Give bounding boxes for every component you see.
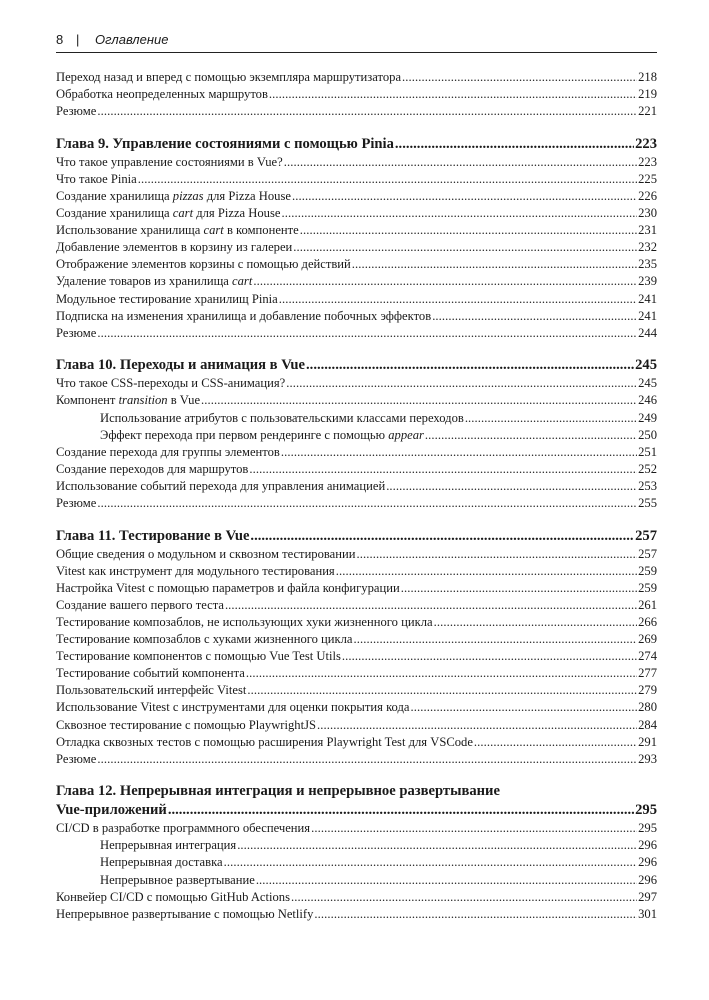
dot-leader: [317, 717, 637, 734]
toc-entry[interactable]: [56, 495, 657, 512]
dot-leader: [425, 427, 637, 444]
toc-entry[interactable]: [56, 375, 657, 392]
entry-title: Добавление элементов в корзину из галереи: [56, 240, 293, 255]
section-gap: [56, 342, 657, 357]
chapter-heading[interactable]: [56, 801, 657, 820]
entry-title: Непрерывная интеграция: [100, 838, 237, 853]
entry-title: Подписка на изменения хранилища и добавление побочных эффектов: [56, 308, 432, 323]
toc-entry[interactable]: [56, 222, 657, 239]
dot-leader: [291, 889, 637, 906]
entry-page-number: 226: [638, 188, 657, 203]
toc-entry[interactable]: [56, 273, 657, 290]
dot-leader: [256, 872, 637, 889]
entry-title-text: для Pizza House: [203, 188, 291, 203]
toc-entry[interactable]: [56, 580, 657, 597]
toc-entry[interactable]: [56, 444, 657, 461]
entry-title-text: Создание хранилища: [56, 206, 173, 221]
table-of-contents: [56, 69, 657, 923]
entry-page-number: 231: [638, 223, 657, 238]
dot-leader: [401, 580, 637, 597]
dot-leader: [168, 801, 634, 820]
dot-leader: [249, 461, 637, 478]
toc-entry[interactable]: [56, 546, 657, 563]
toc-subentry[interactable]: [56, 837, 657, 854]
entry-page-number: 221: [638, 104, 657, 119]
entry-title: [56, 205, 280, 222]
entry-title: Резюме: [56, 751, 97, 766]
toc-entry[interactable]: [56, 188, 657, 205]
dot-leader: [352, 256, 637, 273]
entry-title: Непрерывное развертывание с помощью Netlify: [56, 906, 314, 921]
toc-entry[interactable]: [56, 103, 657, 120]
entry-title: Конвейер CI/CD с помощью GitHub Actions: [56, 889, 290, 904]
running-title: Оглавление: [95, 32, 169, 47]
dot-leader: [250, 527, 634, 546]
dot-leader: [402, 69, 637, 86]
entry-title: Тестирование компонентов с помощью Vue Test Utils: [56, 649, 341, 664]
dot-leader: [237, 837, 637, 854]
entry-title: Настройка Vitest с помощью параметров и файла конфигурации: [56, 580, 400, 595]
dot-leader: [357, 546, 638, 563]
entry-page-number: 266: [638, 614, 657, 629]
dot-leader: [354, 631, 638, 648]
entry-title-code: appear: [388, 427, 424, 442]
entry-page-number: 296: [638, 872, 657, 887]
entry-page-number: 244: [638, 325, 657, 340]
dot-leader: [465, 410, 637, 427]
entry-page-number: 246: [638, 393, 657, 408]
chapter-page-number: 223: [635, 135, 657, 152]
dot-leader: [247, 682, 637, 699]
entry-title: Резюме: [56, 104, 97, 119]
entry-title-code: cart: [203, 223, 224, 238]
entry-title: Использование Vitest с инструментами для оценки покрытия кода: [56, 700, 410, 715]
chapter-title: Глава 10. Переходы и анимация в Vue: [56, 357, 306, 374]
toc-subentry[interactable]: [56, 872, 657, 889]
entry-title: Что такое CSS-переходы и CSS-анимация?: [56, 376, 286, 391]
dot-leader: [225, 597, 637, 614]
toc-entry[interactable]: [56, 325, 657, 342]
entry-title: Сквозное тестирование с помощью PlaywrightJS: [56, 717, 316, 732]
toc-entry[interactable]: [56, 631, 657, 648]
dot-leader: [224, 854, 638, 871]
toc-entry[interactable]: [56, 906, 657, 923]
section-gap: [56, 120, 657, 135]
toc-entry[interactable]: [56, 889, 657, 906]
entry-page-number: 219: [638, 87, 657, 102]
dot-leader: [97, 325, 637, 342]
entry-title: Непрерывное развертывание: [100, 872, 255, 887]
entry-page-number: 245: [638, 376, 657, 391]
entry-title: Тестирование композаблов с хуками жизненного цикла: [56, 632, 353, 647]
entry-page-number: 252: [638, 461, 657, 476]
toc-entry[interactable]: [56, 614, 657, 631]
entry-title: Резюме: [56, 495, 97, 510]
entry-page-number: 225: [638, 171, 657, 186]
dot-leader: [201, 392, 637, 409]
entry-page-number: 296: [638, 838, 657, 853]
chapter-heading-line: Глава 12. Непрерывная интеграция и непрерывное развертывание: [56, 783, 500, 800]
dot-leader: [281, 205, 637, 222]
entry-title-text: Компонент: [56, 393, 119, 408]
chapter-page-number: 257: [635, 527, 657, 544]
dot-leader: [474, 734, 637, 751]
dot-leader: [411, 699, 638, 716]
toc-subentry[interactable]: [56, 854, 657, 871]
dot-leader: [138, 171, 637, 188]
entry-page-number: 250: [638, 427, 657, 442]
toc-entry[interactable]: [56, 256, 657, 273]
entry-title: Пользовательский интерфейс Vitest: [56, 683, 247, 698]
dot-leader: [395, 135, 634, 154]
entry-page-number: 253: [638, 478, 657, 493]
dot-leader: [336, 563, 637, 580]
entry-page-number: 279: [638, 683, 657, 698]
toc-entry[interactable]: [56, 69, 657, 86]
chapter-page-number: 295: [635, 802, 657, 819]
toc-entry[interactable]: [56, 682, 657, 699]
entry-page-number: 241: [638, 308, 657, 323]
entry-page-number: 257: [638, 546, 657, 561]
entry-title: [56, 188, 291, 205]
entry-title: [56, 392, 200, 409]
toc-entry[interactable]: [56, 392, 657, 409]
dot-leader: [434, 614, 638, 631]
entry-title: [100, 427, 424, 444]
entry-title: Создание переходов для маршрутов: [56, 461, 249, 476]
chapter-heading[interactable]: [56, 527, 657, 546]
entry-page-number: 241: [638, 291, 657, 306]
entry-title: CI/CD в разработке программного обеспечения: [56, 821, 311, 836]
entry-page-number: 295: [638, 821, 657, 836]
entry-title: Создание вашего первого теста: [56, 597, 224, 612]
entry-title-text: для Pizza House: [193, 206, 281, 221]
entry-page-number: 255: [638, 495, 657, 510]
entry-page-number: 259: [638, 563, 657, 578]
toc-entry[interactable]: [56, 461, 657, 478]
toc-entry[interactable]: [56, 597, 657, 614]
section-gap: [56, 768, 657, 783]
dot-leader: [314, 906, 637, 923]
entry-title-text: Эффект перехода при первом рендеринге с помощью: [100, 427, 389, 442]
toc-entry[interactable]: [56, 563, 657, 580]
entry-page-number: 218: [638, 70, 657, 84]
toc-entry[interactable]: [56, 478, 657, 495]
chapter-title: Vue-приложений: [56, 802, 167, 819]
entry-page-number: 297: [638, 889, 657, 904]
dot-leader: [293, 239, 637, 256]
dot-leader: [386, 478, 637, 495]
dot-leader: [97, 751, 637, 768]
toc-entry[interactable]: [56, 154, 657, 171]
entry-page-number: 251: [638, 444, 657, 459]
entry-page-number: 223: [638, 154, 657, 169]
header-separator: |: [76, 32, 80, 47]
entry-title-code: cart: [232, 274, 253, 289]
entry-title: [56, 222, 299, 239]
entry-page-number: 235: [638, 257, 657, 272]
chapter-page-number: 245: [635, 357, 657, 374]
toc-entry[interactable]: [56, 171, 657, 188]
toc-entry[interactable]: [56, 239, 657, 256]
entry-title-code: pizzas: [172, 188, 204, 203]
entry-page-number: 259: [638, 580, 657, 595]
entry-page-number: 230: [638, 206, 657, 221]
dot-leader: [253, 273, 637, 290]
entry-title-code: transition: [118, 393, 168, 408]
entry-page-number: 293: [638, 751, 657, 766]
section-gap: [56, 512, 657, 527]
entry-title-text: Создание хранилища: [56, 188, 173, 203]
dot-leader: [342, 648, 637, 665]
chapter-heading[interactable]: [56, 135, 657, 154]
entry-page-number: 291: [638, 734, 657, 749]
entry-title: Создание перехода для группы элементов: [56, 444, 280, 459]
entry-page-number: 274: [638, 649, 657, 664]
entry-title-text: в Vue: [167, 393, 201, 408]
dot-leader: [300, 222, 637, 239]
entry-page-number: 301: [638, 906, 657, 921]
dot-leader: [432, 308, 637, 325]
entry-title: Отображение элементов корзины с помощью действий: [56, 257, 351, 272]
toc-entry[interactable]: [56, 291, 657, 308]
toc-entry[interactable]: [56, 648, 657, 665]
toc-entry[interactable]: [56, 751, 657, 768]
entry-title: Что такое Pinia: [56, 171, 137, 186]
toc-entry[interactable]: [56, 205, 657, 222]
chapter-title: Глава 9. Управление состояниями с помощью Pinia: [56, 135, 394, 152]
dot-leader: [286, 375, 637, 392]
dot-leader: [281, 444, 637, 461]
entry-page-number: 232: [638, 240, 657, 255]
entry-title: Модульное тестирование хранилищ Pinia: [56, 291, 278, 306]
entry-title-text: Удаление товаров из хранилища: [56, 274, 233, 289]
entry-title-text: Использование хранилища: [56, 223, 204, 238]
entry-page-number: 261: [638, 597, 657, 612]
dot-leader: [97, 103, 637, 120]
toc-subentry[interactable]: [56, 410, 657, 427]
entry-page-number: 249: [638, 410, 657, 425]
dot-leader: [246, 665, 637, 682]
dot-leader: [292, 188, 637, 205]
entry-page-number: 280: [638, 700, 657, 715]
entry-title: Обработка неопределенных маршрутов: [56, 87, 268, 102]
entry-title: Переход назад и вперед с помощью экземпляра маршрутизатора: [56, 70, 402, 84]
toc-entry[interactable]: [56, 820, 657, 837]
entry-page-number: 296: [638, 855, 657, 870]
toc-entry[interactable]: [56, 86, 657, 103]
entry-title: Общие сведения о модульном и сквозном тестировании: [56, 546, 356, 561]
toc-entry[interactable]: [56, 734, 657, 751]
entry-title: Использование атрибутов с пользовательскими классами переходов: [100, 410, 464, 425]
entry-page-number: 239: [638, 274, 657, 289]
dot-leader: [279, 291, 637, 308]
entry-title: Тестирование композаблов, не использующих хуки жизненного цикла: [56, 614, 433, 629]
entry-page-number: 277: [638, 666, 657, 681]
entry-page-number: 284: [638, 717, 657, 732]
dot-leader: [306, 356, 634, 375]
toc-entry[interactable]: [56, 699, 657, 716]
entry-title: Непрерывная доставка: [100, 855, 223, 870]
chapter-title: Глава 11. Тестирование в Vue: [56, 527, 250, 544]
entry-title: [56, 273, 252, 290]
entry-title-text: в компоненте: [223, 223, 299, 238]
running-header: [56, 30, 657, 53]
dot-leader: [284, 154, 637, 171]
entry-title-code: cart: [172, 206, 194, 221]
dot-leader: [269, 86, 637, 103]
entry-title: Резюме: [56, 325, 97, 340]
page-number: 8: [56, 32, 64, 47]
entry-page-number: 269: [638, 632, 657, 647]
chapter-heading[interactable]: [56, 356, 657, 375]
entry-title: Vitest как инструмент для модульного тестирования: [56, 563, 335, 578]
toc-subentry[interactable]: [56, 427, 657, 444]
entry-title: Тестирование событий компонента: [56, 666, 245, 681]
dot-leader: [97, 495, 637, 512]
entry-title: Что такое управление состояниями в Vue?: [56, 154, 283, 169]
toc-entry[interactable]: [56, 717, 657, 734]
entry-title: Отладка сквозных тестов с помощью расширения Playwright Test для VSCode: [56, 734, 473, 749]
dot-leader: [311, 820, 637, 837]
entry-title: Использование событий перехода для управления анимацией: [56, 478, 386, 493]
toc-entry[interactable]: [56, 308, 657, 325]
toc-entry[interactable]: [56, 665, 657, 682]
